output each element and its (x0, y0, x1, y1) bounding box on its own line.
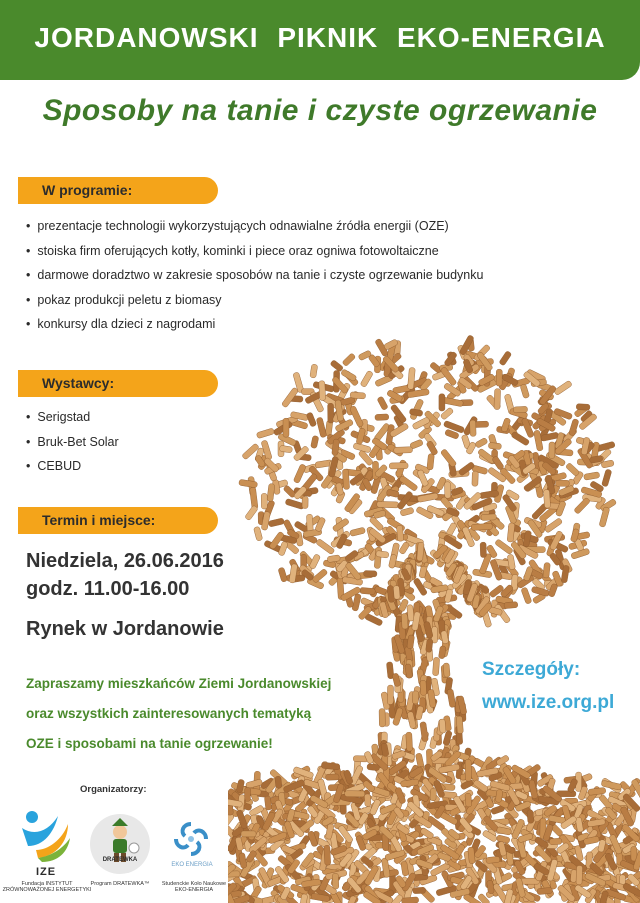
event-date: Niedziela, 26.06.2016 (26, 550, 224, 572)
program-heading: W programie: (42, 182, 133, 198)
exhibitors-heading-pill (18, 370, 218, 397)
eko-energia-caption (158, 881, 230, 893)
eko-caption-line: EKO-ENERGIA (174, 887, 214, 893)
eko-energia-logo-icon (170, 818, 212, 860)
program-item: • darmowe doradztwo w zakresie sposobów na tanie i czyste ogrzewanie budynku (26, 263, 483, 288)
dratewka-logo-text: DRATEWKA (102, 857, 138, 863)
ize-caption-line: ZRÓWNOWAŻONEJ ENERGETYKI (2, 887, 92, 893)
program-list (26, 214, 483, 337)
event-place: Rynek w Jordanowie (26, 618, 224, 640)
dratewka-caption: Program DRATEWKA™ (90, 881, 150, 887)
exhibitors-heading: Wystawcy: (42, 375, 115, 391)
ize-logo-text: IZE (35, 866, 57, 878)
program-heading-pill (18, 177, 218, 204)
invitation-line: OZE i sposobami na tanie ogrzewanie! (26, 736, 273, 751)
when-where-heading-pill (18, 507, 218, 534)
event-title: JORDANOWSKI PIKNIK EKO-ENERGIA (34, 22, 606, 53)
program-item: • konkursy dla dzieci z nagrodami (26, 312, 483, 337)
program-item: • stoiska firm oferujących kotły, kominki i piece oraz ogniwa fotowoltaiczne (26, 239, 483, 264)
tree-canopy (239, 335, 617, 628)
exhibitor-item: • CEBUD (26, 454, 119, 479)
eko-energia-logo-text: EKO ENERGIA (171, 862, 213, 868)
header-banner (0, 0, 640, 80)
eko-caption-line: Studenckie Koło Naukowe (161, 881, 227, 887)
ize-caption-line: Fundacja INSTYTUT (21, 881, 73, 887)
dratewka-logo-icon (88, 812, 152, 876)
invitation-line: oraz wszystkich zainteresowanych tematyką (26, 706, 312, 721)
exhibitors-list (26, 405, 119, 479)
organizers-heading: Organizatorzy: (80, 784, 147, 795)
event-subtitle: Sposoby na tanie i czyste ogrzewanie (42, 94, 598, 127)
exhibitor-item: • Bruk-Bet Solar (26, 430, 119, 455)
program-item: • pokaz produkcji peletu z biomasy (26, 288, 483, 313)
details-label: Szczegóły: (482, 659, 581, 680)
invitation-line: Zapraszamy mieszkańców Ziemi Jordanowskiej (26, 676, 332, 691)
pellet-ground-pile (228, 744, 640, 903)
when-where-heading: Termin i miejsce: (42, 512, 156, 528)
event-hours: godz. 11.00-16.00 (26, 578, 190, 600)
program-item: • prezentacje technologii wykorzystujących odnawialne źródła energii (OZE) (26, 214, 483, 239)
details-url[interactable]: www.ize.org.pl (482, 692, 615, 713)
ize-logo-icon (18, 806, 74, 866)
ize-caption (2, 881, 92, 893)
exhibitor-item: • Serigstad (26, 405, 119, 430)
pellet-tree-illustration (228, 320, 640, 903)
